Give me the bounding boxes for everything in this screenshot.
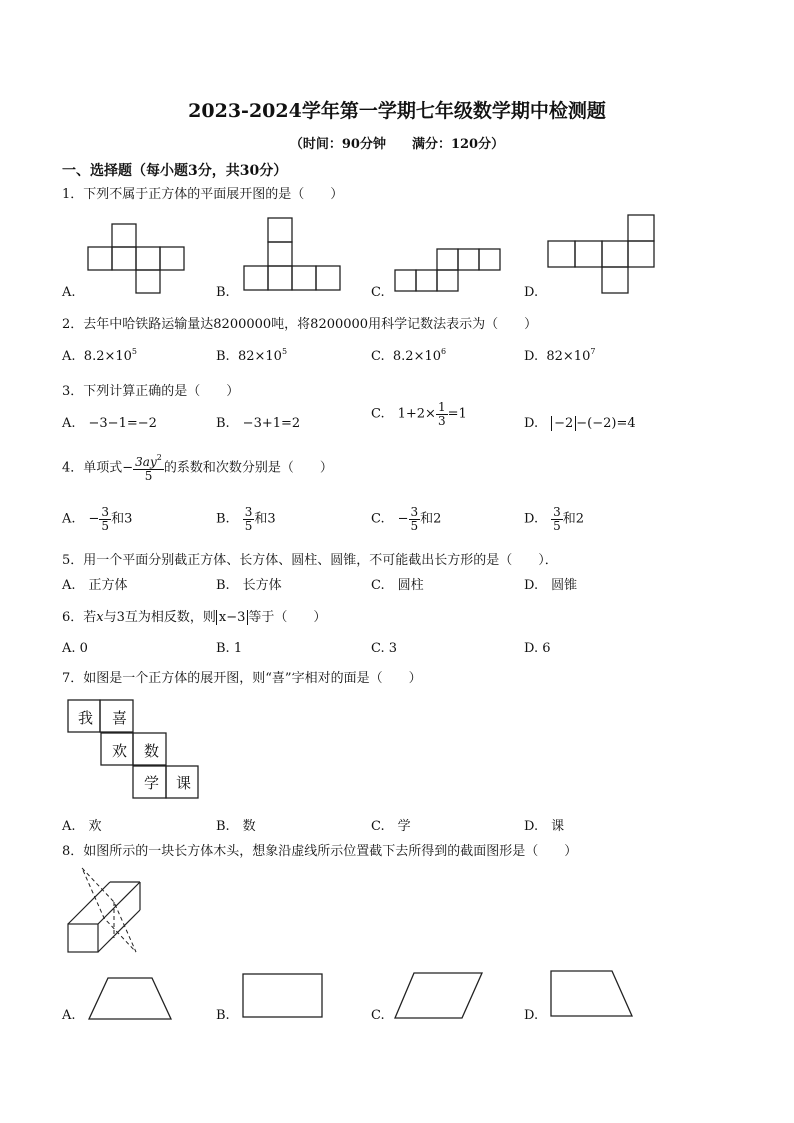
q1-net-b [244,218,344,290]
q4-option-c: C. − $\frac{3}{5}$ 和2 [371,505,442,533]
q7-cell-4: 数 [144,742,160,760]
q7-cell-5: 学 [144,774,160,792]
q8-wood-block [64,866,144,956]
q2-option-b: B. $82\times 10^5$ [216,347,288,364]
q1-net-a [88,224,188,294]
q3-option-c: C. 1+2× $\frac{1}{3}$ =1 [371,400,467,428]
q7-option-b: B. 数 [216,819,256,834]
q3-option-a: A. −3−1=−2 [62,416,157,431]
q3-option-b: B. −3+1=2 [216,416,301,431]
q2-option-c: C. $8.2\times 10^6$ [371,347,447,364]
q7-cell-2: 喜 [112,709,128,727]
q8-label-a: A. [62,1008,76,1023]
question-7-stem: 7．如图是一个正方体的展开图，则“喜”字相对的面是（ ） [62,671,422,686]
q8-shape-c-parallelogram [394,972,484,1020]
q7-cell-3: 欢 [112,742,128,760]
q6-option-b: B. 1 [216,641,243,656]
q7-option-c: C. 学 [371,819,411,834]
question-2-stem: 2．去年中哈铁路运输量达8200000吨，将8200000用科学记数法表示为（ ） [62,317,538,332]
q1-label-d: D. [524,285,539,300]
page-title: 2023-2024学年第一学期七年级数学期中检测题 [188,100,606,122]
q7-option-a: A. 欢 [62,819,102,834]
q7-cell-6: 课 [176,774,192,792]
q2-option-d: D. $82\times 10^7$ [524,347,596,364]
question-8-stem: 8．如图所示的一块长方体木头，想象沿虚线所示位置截下去所得到的截面图形是（ ） [62,844,578,859]
q2-option-a: A. $8.2\times 10^5$ [62,347,137,364]
q4-option-a: A. − $\frac{3}{5}$ 和3 [62,505,133,533]
q8-label-c: C. [371,1008,385,1023]
q6-option-a: A. 0 [62,641,88,656]
q6-option-d: D. 6 [524,641,551,656]
q4-option-b: B. $\frac{3}{5}$ 和3 [216,505,276,533]
question-6-stem: 6．若x与3互为相反数，则 x−3 等于（ ） [62,610,327,625]
q8-label-d: D. [524,1008,539,1023]
exam-info: （时间：90分钟 满分：120分） [289,137,505,152]
q8-shape-a-trapezoid [88,977,172,1021]
q1-label-b: B. [216,285,230,300]
q7-cell-1: 我 [78,709,94,727]
q5-option-d: D. 圆锥 [524,578,578,593]
q1-net-c [395,249,501,291]
q3-option-d: D. −2 −(−2)=4 [524,416,636,431]
question-1-stem: 1．下列不属于正方体的平面展开图的是（ ） [62,187,344,202]
q5-option-a: A. 正方体 [62,578,128,593]
question-4-stem: 4．单项式− $\frac{3ay^2}{5}$ 的系数和次数分别是（ ） [62,453,333,483]
q6-option-c: C. 3 [371,641,398,656]
q1-label-a: A. [62,285,76,300]
q8-shape-b-rectangle [242,973,324,1019]
q5-option-b: B. 长方体 [216,578,282,593]
q7-option-d: D. 课 [524,819,565,834]
q1-label-c: C. [371,285,385,300]
question-5-stem: 5．用一个平面分别截正方体、长方体、圆柱、圆锥，不可能截出长方形的是（ ）． [62,553,558,568]
q4-option-d: D. $\frac{3}{5}$ 和2 [524,505,585,533]
q8-shape-d-right-trapezoid [550,970,634,1018]
q8-label-b: B. [216,1008,230,1023]
question-3-stem: 3．下列计算正确的是（ ） [62,384,240,399]
section-heading: 一、选择题（每小题3分，共30分） [62,163,288,179]
q5-option-c: C. 圆柱 [371,578,424,593]
q1-net-d [548,215,656,293]
